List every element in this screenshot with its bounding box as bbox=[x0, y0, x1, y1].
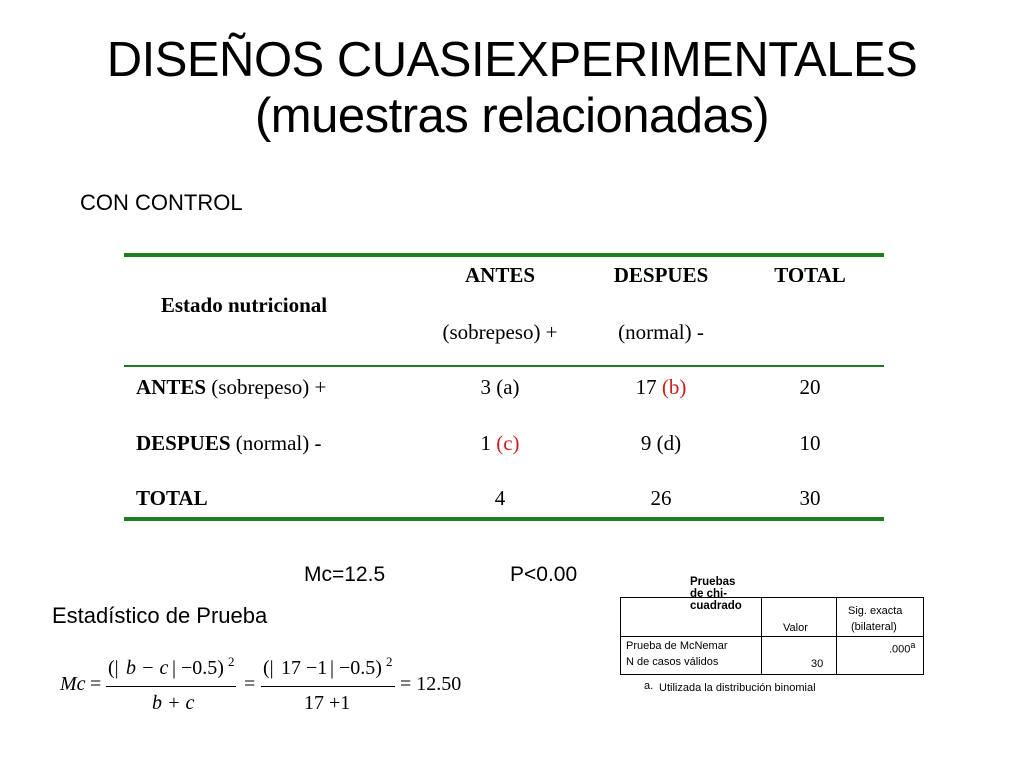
formula-num1-close: | −0.5) bbox=[172, 657, 224, 679]
spss-row-mcnemar: Prueba de McNemar bbox=[626, 640, 728, 652]
table-corner-label: Estado nutricional bbox=[160, 293, 328, 317]
cell-b: 17 (b) bbox=[635, 375, 687, 399]
spss-mcnemar-sig: .000$^a$ bbox=[889, 640, 916, 656]
spss-footnote-mark: a. bbox=[644, 680, 654, 692]
contingency-table bbox=[124, 253, 884, 521]
slide-title bbox=[0, 32, 1024, 144]
spss-col-sig-line1: Sig. exacta bbox=[848, 605, 903, 617]
col-subheader-antes: (sobrepeso) + bbox=[442, 320, 558, 344]
col-header-total: TOTAL bbox=[774, 263, 846, 287]
formula-num1-body: b − c bbox=[126, 657, 169, 679]
cell-row2-total: 10 bbox=[799, 431, 821, 455]
spss-col-valor: Valor bbox=[783, 622, 808, 634]
formula-num2-open: (| bbox=[263, 657, 274, 679]
formula-result: = 12.50 bbox=[400, 673, 462, 695]
title-line-2: (muestras relacionadas) bbox=[254, 89, 770, 143]
col-header-despues: DESPUES bbox=[613, 263, 709, 287]
cell-d: 9 (d) bbox=[640, 431, 682, 455]
col-subheader-despues: (normal) - bbox=[618, 320, 704, 344]
mc-value: Mc=12.5 bbox=[304, 563, 386, 586]
title-line-1: DISEÑOS CUASIEXPERIMENTALES bbox=[106, 33, 918, 87]
cell-grand-total: 30 bbox=[799, 486, 821, 510]
formula-num2-body: 17 −1 bbox=[281, 657, 328, 679]
spss-col-sig-line2: (bilateral) bbox=[851, 621, 897, 633]
table-header-rule bbox=[124, 365, 884, 367]
table-top-rule bbox=[124, 253, 884, 257]
cell-col2-total: 26 bbox=[650, 486, 672, 510]
formula-den1: b + c bbox=[152, 692, 195, 714]
spss-row-n-casos: N de casos válidos bbox=[626, 656, 719, 668]
formula-equals-2: = bbox=[244, 673, 256, 695]
row-label-antes: ANTES (sobrepeso) + bbox=[136, 375, 327, 399]
spss-footnote: Utilizada la distribución binomial bbox=[659, 682, 816, 694]
spss-table-title: Pruebas de chi-cuadrado bbox=[690, 576, 742, 612]
formula-exponent-2: 2 bbox=[386, 654, 393, 669]
formula-den2: 17 +1 bbox=[304, 692, 351, 714]
formula-equals-1: = bbox=[90, 673, 102, 695]
spss-col-divider-1 bbox=[761, 597, 762, 674]
formula-fraction-bar-1 bbox=[106, 686, 236, 687]
table-bottom-rule bbox=[124, 517, 884, 521]
cell-a: 3 (a) bbox=[480, 375, 520, 399]
cell-col1-total: 4 bbox=[494, 486, 506, 510]
formula-exponent-1: 2 bbox=[228, 654, 235, 669]
formula-fraction-bar-2 bbox=[261, 686, 395, 687]
row-label-total: TOTAL bbox=[136, 486, 208, 510]
spss-col-divider-2 bbox=[836, 597, 837, 674]
row-label-despues: DESPUES (normal) - bbox=[136, 431, 322, 455]
col-header-antes: ANTES bbox=[464, 263, 536, 287]
formula-num2-close: | −0.5) bbox=[330, 657, 382, 679]
spss-n-casos-valor: 30 bbox=[811, 658, 824, 670]
test-statistic-label: Estadístico de Prueba bbox=[52, 603, 268, 628]
spss-header-divider bbox=[620, 636, 923, 637]
section-subtitle: CON CONTROL bbox=[80, 190, 243, 215]
formula-lhs: Mc bbox=[60, 673, 86, 695]
p-value: P<0.00 bbox=[510, 563, 578, 586]
cell-row1-total: 20 bbox=[799, 375, 821, 399]
formula-num1-open: (| bbox=[108, 657, 119, 679]
cell-c: 1 (c) bbox=[480, 431, 520, 455]
